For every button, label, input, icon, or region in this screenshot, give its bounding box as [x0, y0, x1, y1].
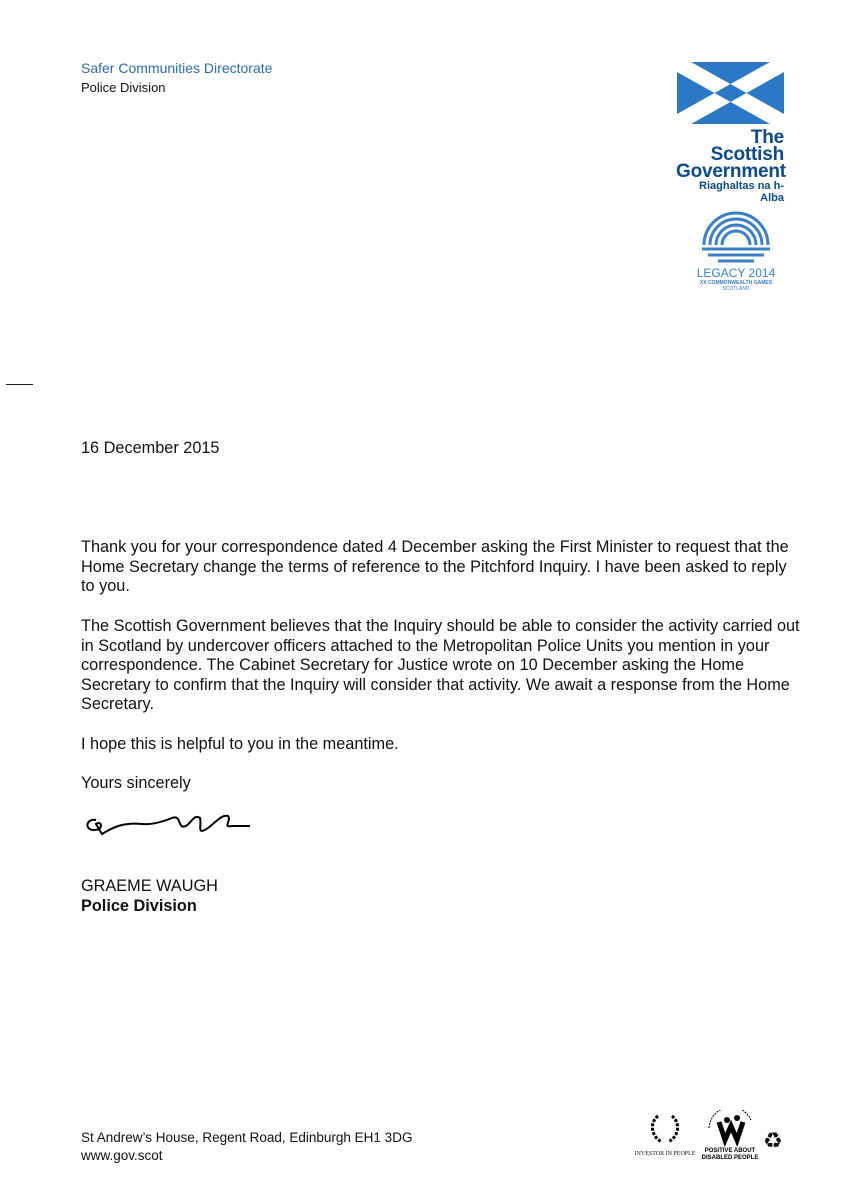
fold-mark [6, 384, 33, 385]
scottish-government-logo [676, 62, 784, 204]
paragraph-1: Thank you for your correspondence dated 4 December asking the First Minister to request that the Home Secretary change the terms of reference to the Pitchford Inquiry. I have been asked to reply to you. [81, 538, 789, 596]
recycle-icon: ♻ [763, 1128, 783, 1153]
logo-line-3: Riaghaltas na h-Alba [699, 180, 784, 204]
saltire-flag-icon [677, 62, 784, 124]
disabled-logo-text: POSITIVE ABOUT DISABLED PEOPLE [701, 1148, 759, 1161]
logo-line-1: The Scottish [710, 127, 784, 165]
directorate-name: Safer Communities Directorate [81, 60, 273, 76]
legacy-sub1: XX COMMONWEALTH GAMES [699, 280, 773, 286]
laurel-wreath-icon [648, 1112, 682, 1146]
paragraph-3: I hope this is helpful to you in the meantime. [81, 735, 399, 753]
signatory-division: Police Division [81, 897, 197, 915]
division-name: Police Division [81, 80, 166, 95]
legacy-title: LEGACY 2014 [696, 266, 776, 280]
legacy-2014-logo [686, 207, 786, 292]
investor-in-people-logo [632, 1112, 698, 1157]
letter-date: 16 December 2015 [81, 439, 220, 457]
positive-about-disabled-people-logo [700, 1110, 760, 1162]
footer-address: St Andrew’s House, Regent Road, Edinburgh EH1 3DG [81, 1130, 413, 1145]
paragraph-2: The Scottish Government believes that the Inquiry should be able to consider the activity carried out in Scotland by undercover officers attached to the Metropolitan Police Units you mention in your correspondence. The Cabinet Secretary for Justice wrote on 10 December asking the Home Secretary to confirm that the Inquiry will consider that activity. We await a response from the Home Secretary. [81, 617, 800, 714]
logo-line-2: Government [676, 161, 786, 182]
legacy-rings-icon [686, 207, 786, 263]
disabled-people-mark-icon [705, 1110, 755, 1148]
iip-text: INVESTOR IN PEOPLE [634, 1151, 696, 1157]
footer-website[interactable]: www.gov.scot [81, 1148, 163, 1163]
signatory-name: GRAEME WAUGH [81, 877, 218, 895]
closing: Yours sincerely [81, 774, 191, 792]
signature [82, 808, 252, 845]
legacy-sub2: SCOTLAND [722, 286, 750, 292]
